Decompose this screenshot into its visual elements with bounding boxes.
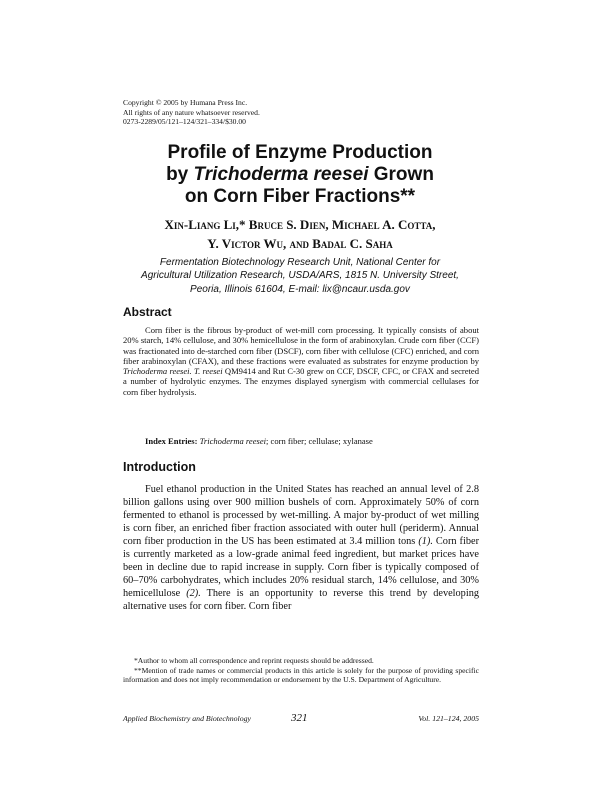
volume-info: Vol. 121–124, 2005 bbox=[418, 714, 479, 723]
footnotes bbox=[123, 656, 479, 685]
abstract-body bbox=[123, 325, 479, 397]
abstract-heading: Abstract bbox=[123, 305, 172, 319]
page-number: 321 bbox=[291, 712, 308, 724]
index-entries bbox=[145, 436, 485, 446]
title-line-1: Profile of Enzyme Production bbox=[167, 142, 433, 163]
title-species: Trichoderma reesei bbox=[193, 164, 369, 185]
title-line-3: on Corn Fiber Fractions** bbox=[184, 186, 416, 207]
abstract-paragraph: Corn fiber is the fibrous by-product of wet-mill corn processing. It typically consists of about 20% starch, 14% cellulose, and 30% hemicellulose in the form of arabinoxylan. Crude corn fiber (CCF) was fractionated into de-starched corn fiber (DSCF), corn fiber with cellulose (CFC) enriched, and corn fiber arabinoxylan (CFAX), and these fractions were evaluated as substrates for enzyme production by Trichoderma reesei. T. reesei QM9414 and Rut C-30 grew on CCF, DSCF, CFC, or CFAX and secreted a number of hydrolytic enzymes. The enzymes displayed synergism with commercial cellulases for corn fiber hydrolysis. bbox=[123, 325, 479, 397]
copyright-line: Copyright © 2005 by Humana Press Inc. bbox=[123, 98, 248, 107]
affiliation-line-1: Fermentation Biotechnology Research Unit, National Center for bbox=[159, 257, 441, 268]
title-line-2: by Trichoderma reesei Grown bbox=[166, 164, 434, 185]
footnote-correspondence: *Author to whom all correspondence and reprint requests should be addressed. bbox=[134, 656, 374, 665]
page-footer bbox=[123, 714, 479, 728]
introduction-heading: Introduction bbox=[123, 460, 196, 474]
article-title bbox=[100, 142, 500, 208]
introduction-body bbox=[123, 484, 479, 614]
copyright-notice bbox=[123, 98, 383, 127]
citation-1: (1). bbox=[418, 535, 433, 547]
citation-2: (2). bbox=[186, 587, 201, 599]
affiliation-line-2: Agricultural Utilization Research, USDA/ARS, 1815 N. University Street, bbox=[141, 270, 459, 282]
author-list bbox=[90, 215, 510, 253]
journal-name: Applied Biochemistry and Biotechnology bbox=[123, 714, 251, 723]
authors-line-1: Xin-Liang Li,* Bruce S. Dien, Michael A. Cotta, bbox=[164, 217, 436, 232]
index-label: Index Entries: bbox=[145, 436, 198, 446]
authors-line-2: Y. Victor Wu, and Badal C. Saha bbox=[207, 236, 393, 251]
rights-line: All rights of any nature whatsoever reserved. bbox=[123, 107, 260, 117]
index-terms: ; corn fiber; cellulase; xylanase bbox=[266, 436, 373, 446]
introduction-paragraph: Fuel ethanol production in the United States has reached an annual level of 2.8 billion gallons using over 900 million bushels of corn. Approximately 50% of corn fermented to ethanol is processed by wet-milling. A major by-product of wet milling is corn fiber, an enriched fiber fraction associated with outer hull (periderm). Annual corn fiber production in the US has been estimated at 3.4 million tons (1). Corn fiber is currently marketed as a low-grade animal feed ingredient, but market prices have been in decline due to rapid increase in supply. Corn fiber is typically composed of 60–70% carbohydrates, which includes 20% residual starch, 14% cellulose, and 30% hemicellulose (2). There is an opportunity to reverse this trend by developing alternative uses for corn fiber. Corn fiber bbox=[123, 484, 479, 612]
affiliation bbox=[110, 256, 490, 296]
footnote-disclaimer: **Mention of trade names or commercial products in this article is solely for the purpose of providing specific information and does not imply recommendation or endorsement by the U.S. Department of Agriculture. bbox=[123, 665, 479, 685]
index-term-italic: Trichoderma reesei bbox=[199, 436, 267, 446]
affiliation-line-3: Peoria, Illinois 61604, E-mail: lix@ncaur.usda.gov bbox=[190, 283, 410, 295]
issn-line: 0273-2289/05/121–124/321–334/$30.00 bbox=[123, 117, 246, 127]
